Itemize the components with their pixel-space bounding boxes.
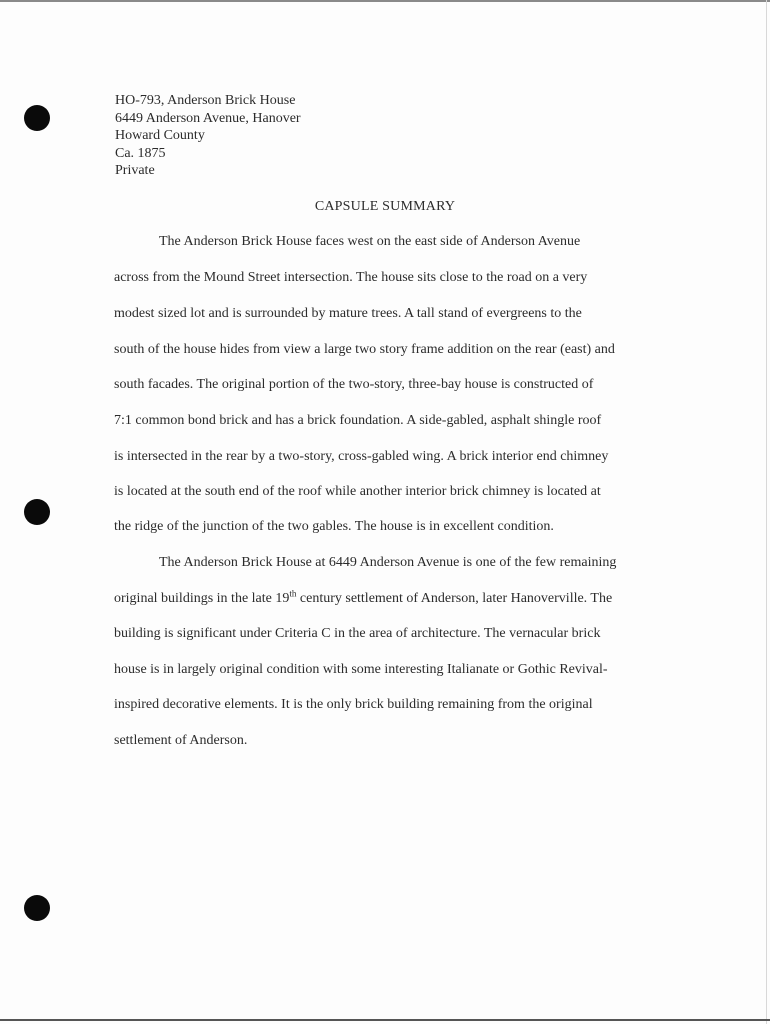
paragraph-1-line: the ridge of the junction of the two gables. The house is in excellent condition.: [114, 519, 554, 534]
paragraph-2-text: century settlement of Anderson, later Hanoverville. The: [296, 591, 613, 606]
summary-title-text: CAPSULE SUMMARY: [314, 199, 456, 214]
construction-date: Ca. 1875: [115, 145, 166, 161]
paragraph-1-line: across from the Mound Street intersection. The house sits close to the road on a very: [114, 270, 588, 285]
page-bottom-edge: [0, 1019, 770, 1021]
paragraph-1-line: modest sized lot and is surrounded by mature trees. A tall stand of evergreens to the: [114, 306, 582, 321]
ordinal-suffix: th: [289, 588, 297, 599]
paragraph-1-line: is located at the south end of the roof while another interior brick chimney is located at: [114, 484, 601, 499]
punch-hole-bottom: [24, 895, 50, 921]
property-address: 6449 Anderson Avenue, Hanover: [115, 110, 301, 126]
paragraph-1-line: 7:1 common bond brick and has a brick foundation. A side-gabled, asphalt shingle roof: [114, 413, 602, 428]
county: Howard County: [115, 128, 205, 144]
punch-hole-middle: [24, 499, 50, 525]
paragraph-2-text: original buildings in the late 19: [114, 591, 290, 606]
paragraph-1-line: The Anderson Brick House faces west on the east side of Anderson Avenue: [159, 234, 581, 249]
inventory-id: HO-793, Anderson Brick House: [115, 93, 296, 108]
paragraph-1-line: is intersected in the rear by a two-story, cross-gabled wing. A brick interior end chimney: [114, 449, 609, 464]
ownership: Private: [115, 163, 155, 179]
page-top-edge: [0, 0, 770, 2]
paragraph-2-line: house is in largely original condition with some interesting Italianate or Gothic Revival-: [114, 662, 608, 677]
property-header: [115, 92, 301, 180]
paragraph-2-line: building is significant under Criteria C in the area of architecture. The vernacular brick: [114, 626, 601, 641]
paragraph-2-line: inspired decorative elements. It is the only brick building remaining from the original: [114, 697, 593, 712]
summary-title: [0, 199, 770, 215]
punch-hole-top: [24, 105, 50, 131]
paragraph-2-line: settlement of Anderson.: [114, 733, 248, 748]
paragraph-1-line: south of the house hides from view a large two story frame addition on the rear (east) and: [114, 342, 615, 357]
page-right-edge: [766, 0, 767, 1024]
paragraph-2-line: The Anderson Brick House at 6449 Anderson Avenue is one of the few remaining: [159, 555, 617, 570]
paragraph-2-line: [114, 588, 613, 607]
paragraph-1-line: south facades. The original portion of the two-story, three-bay house is constructed of: [114, 377, 594, 392]
